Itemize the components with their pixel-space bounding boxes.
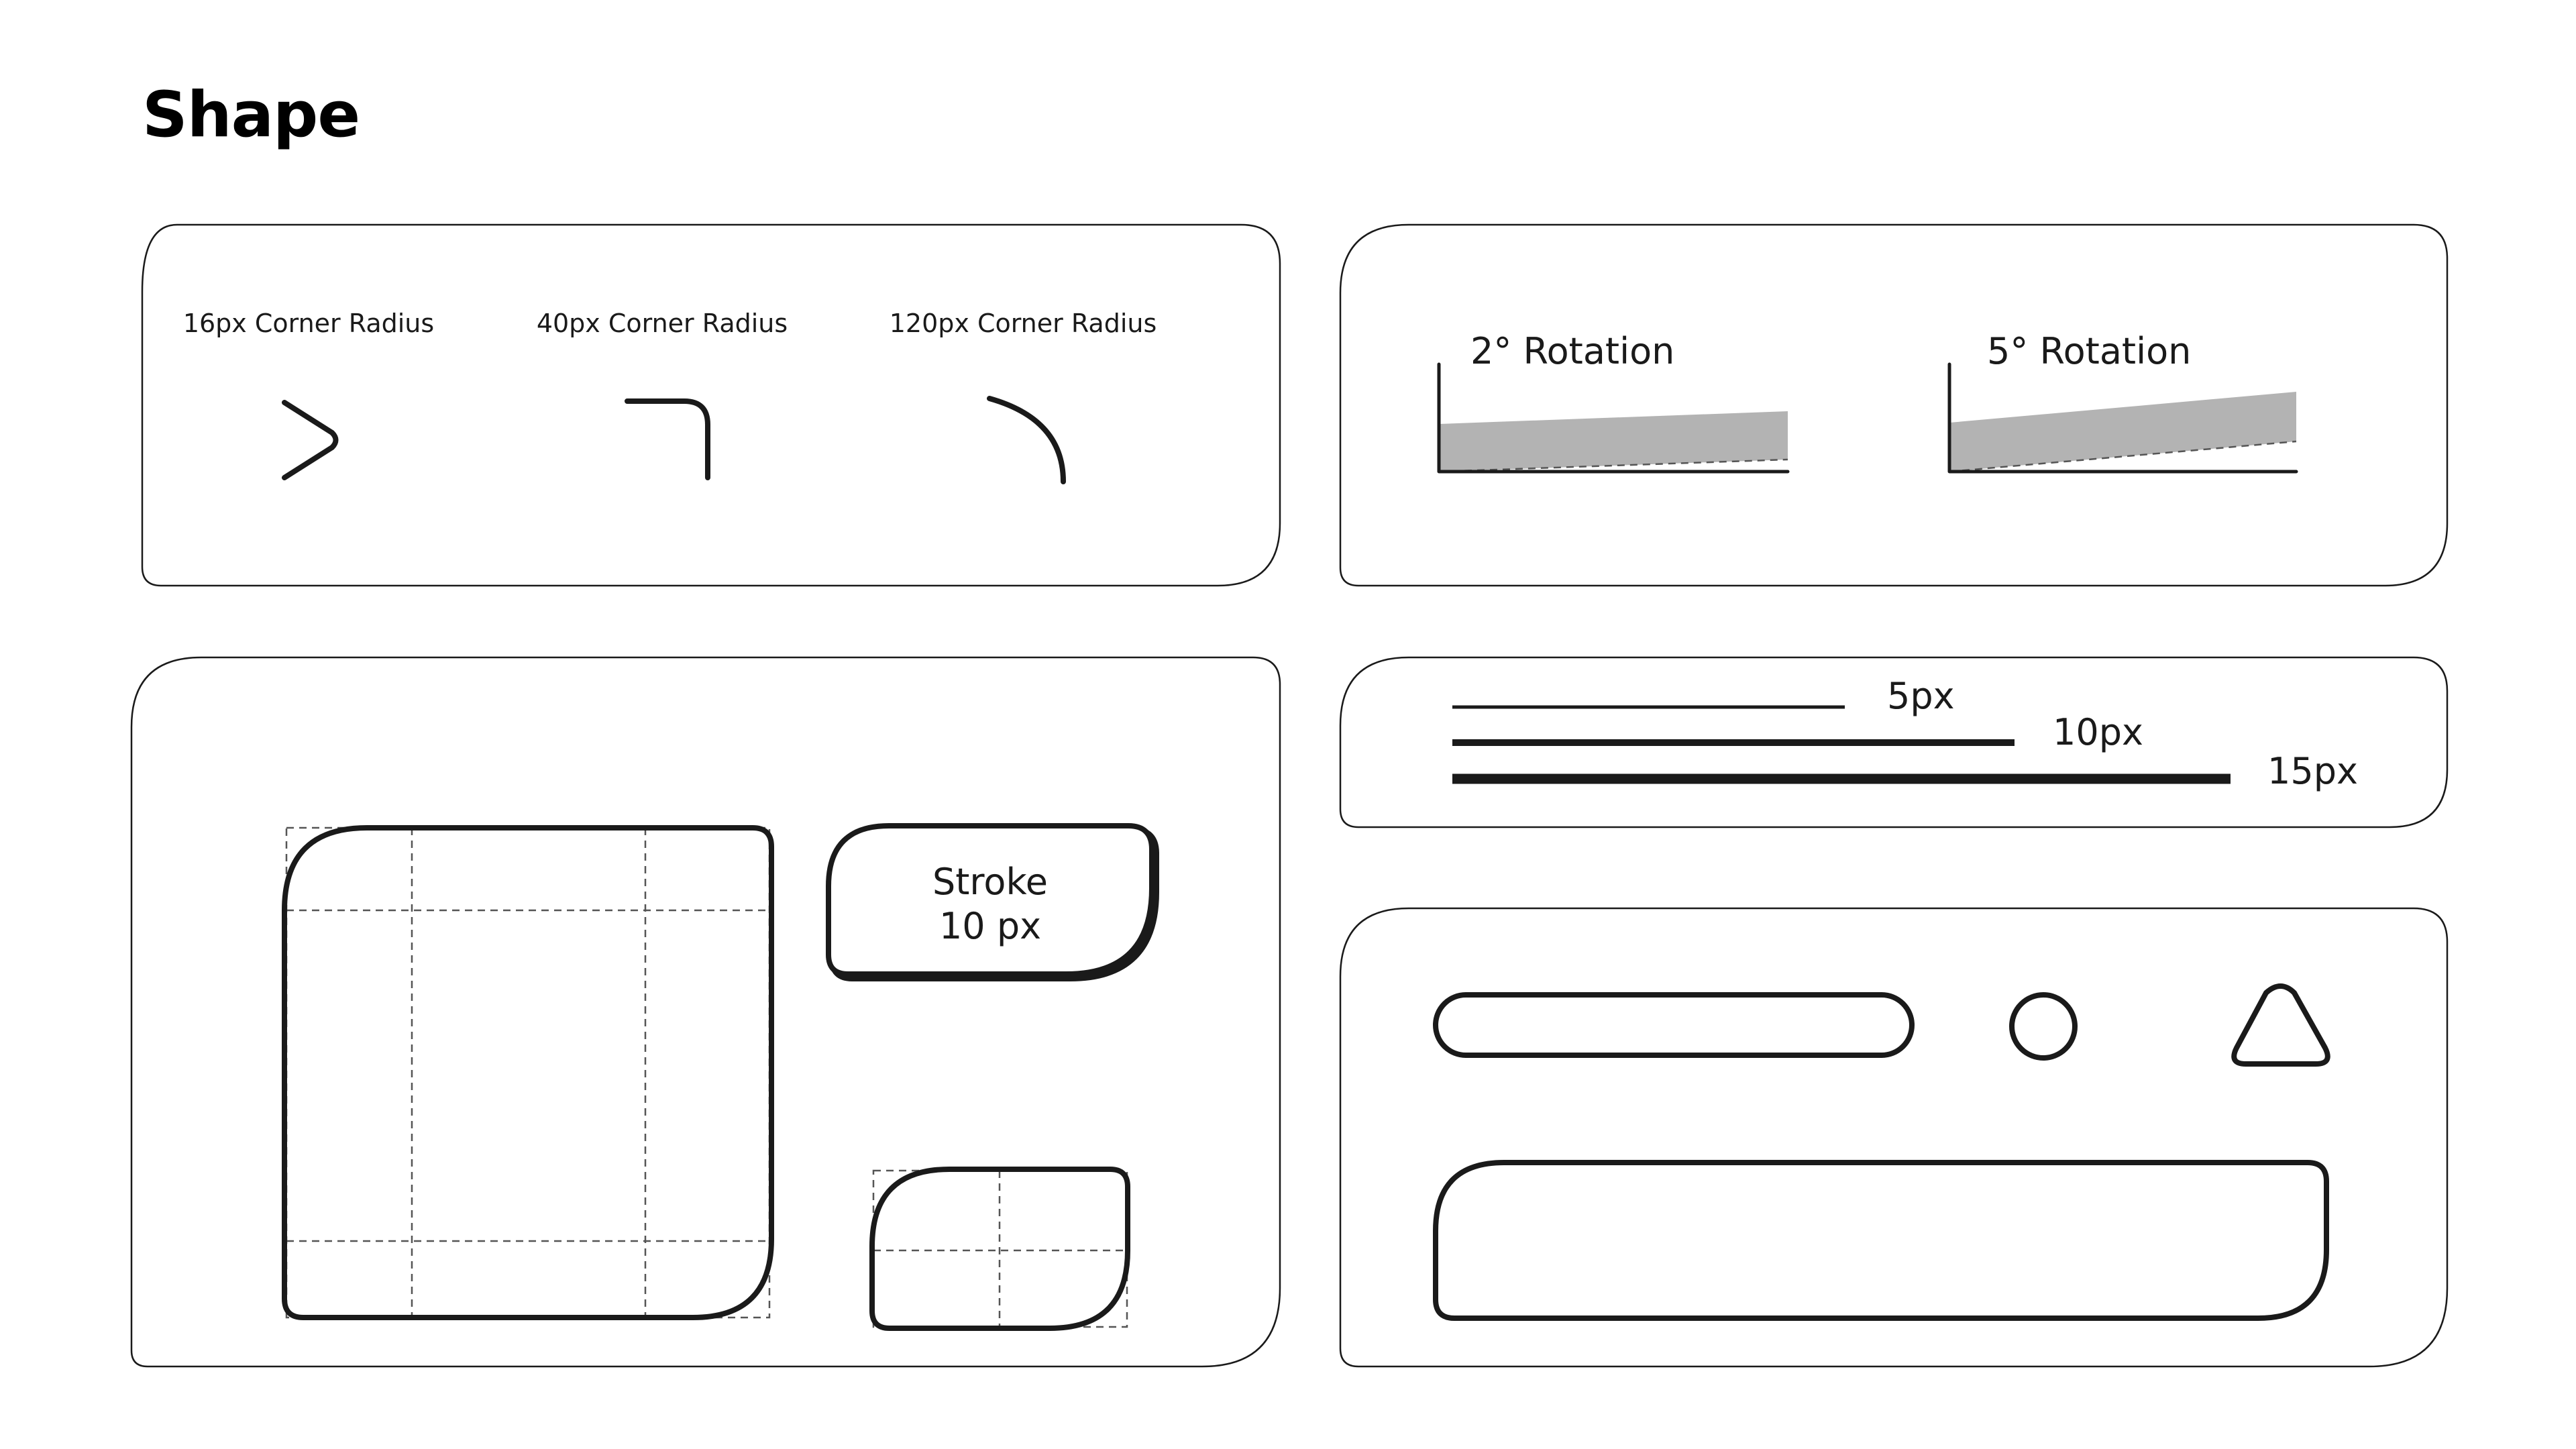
corner-radius-label-16: 16px Corner Radius: [182, 309, 435, 338]
rotation-label-5: 5° Rotation: [1987, 330, 2192, 372]
stroke-widths-card: [1340, 657, 2447, 827]
page-title: Shape: [142, 78, 360, 152]
construction-card-frame: [131, 657, 1280, 1366]
stroke-example-label-2: 10 px: [938, 905, 1042, 947]
stroke-15px-label: 15px: [2267, 750, 2358, 792]
corner-radius-card-frame: [142, 225, 1280, 586]
basic-shapes-card-frame: [1340, 908, 2447, 1366]
corner-radius-label-40: 40px Corner Radius: [536, 309, 788, 338]
stroke-example-label-1: Stroke: [932, 861, 1049, 903]
basic-shapes-card: [1340, 908, 2447, 1366]
stroke-10px-label: 10px: [2053, 711, 2143, 753]
stroke-5px-label: 5px: [1887, 675, 1955, 717]
construction-card: [131, 657, 1280, 1366]
rotation-label-2: 2° Rotation: [1470, 330, 1675, 372]
corner-radius-card: [142, 225, 1280, 586]
corner-radius-label-120: 120px Corner Radius: [889, 309, 1157, 338]
rotation-card: [1340, 225, 2447, 586]
